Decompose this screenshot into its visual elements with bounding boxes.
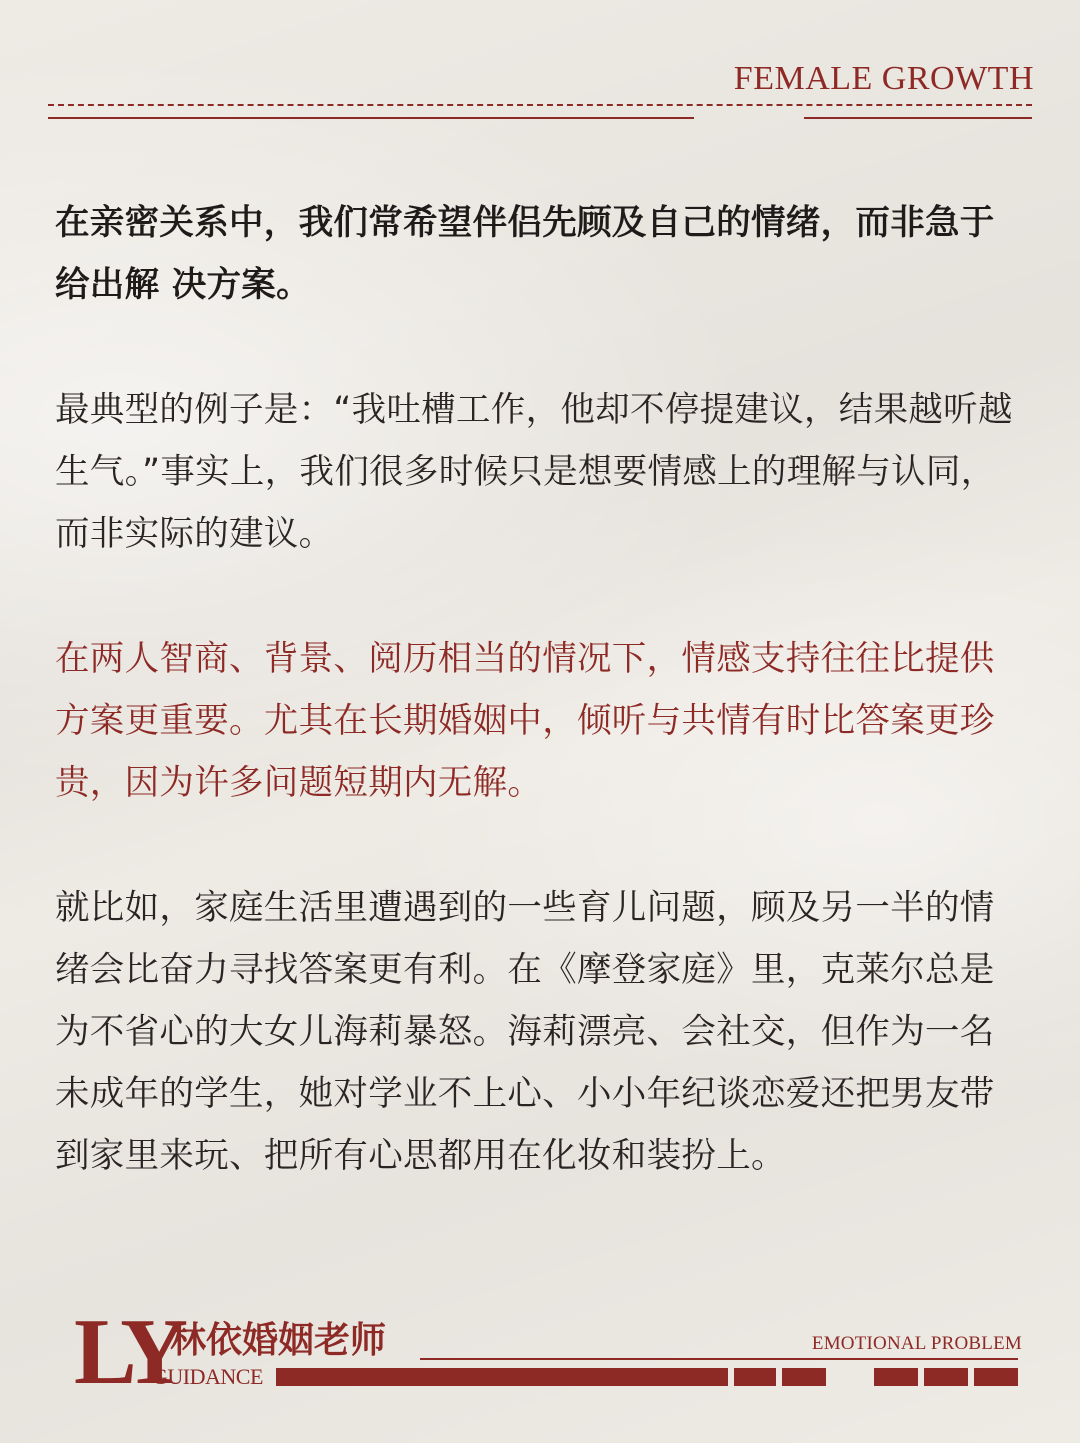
- paragraph-example: 最典型的例子是：“我吐槽工作，他却不停提建议，结果越听越生气。”事实上，我们很多时候只是想要情感上的理解与认同，而非实际的建议。: [55, 390, 1013, 554]
- guidance-label: GUIDANCE: [152, 1364, 263, 1389]
- header-brand: FEMALE GROWTH: [733, 60, 1034, 97]
- header-divider-left: [48, 117, 694, 119]
- logo-mark: LY: [74, 1300, 180, 1404]
- author-name: 林依婚姻老师: [170, 1320, 387, 1361]
- footer-tag: EMOTIONAL PROBLEM: [811, 1333, 1022, 1354]
- paragraph-intro: 在亲密关系中，我们常希望伴侣先顾及自己的情绪，而非急于给出解 决方案。: [55, 203, 995, 305]
- paragraph-modern-family: 就比如，家庭生活里遭遇到的一些育儿问题，顾及另一半的情绪会比奋力寻找答案更有利。在《摩登家庭》里，克莱尔总是为不省心的大女儿海莉暴怒。海莉漂亮、会社交，但作为一名未成年的学生，她对学业不上心、小小年纪谈恋爱还把男友带到家里来玩、把所有心思都用在化妆和装扮上。: [55, 888, 995, 1176]
- paragraph-highlight: 在两人智商、背景、阅历相当的情况下，情感支持往往比提供方案更重要。尤其在长期婚姻中，倾听与共情有时比答案更珍贵，因为许多问题短期内无解。: [55, 639, 995, 803]
- header-dashed-divider: [48, 104, 1032, 106]
- article-body: [55, 192, 1027, 1250]
- header-divider-right: [804, 117, 1032, 119]
